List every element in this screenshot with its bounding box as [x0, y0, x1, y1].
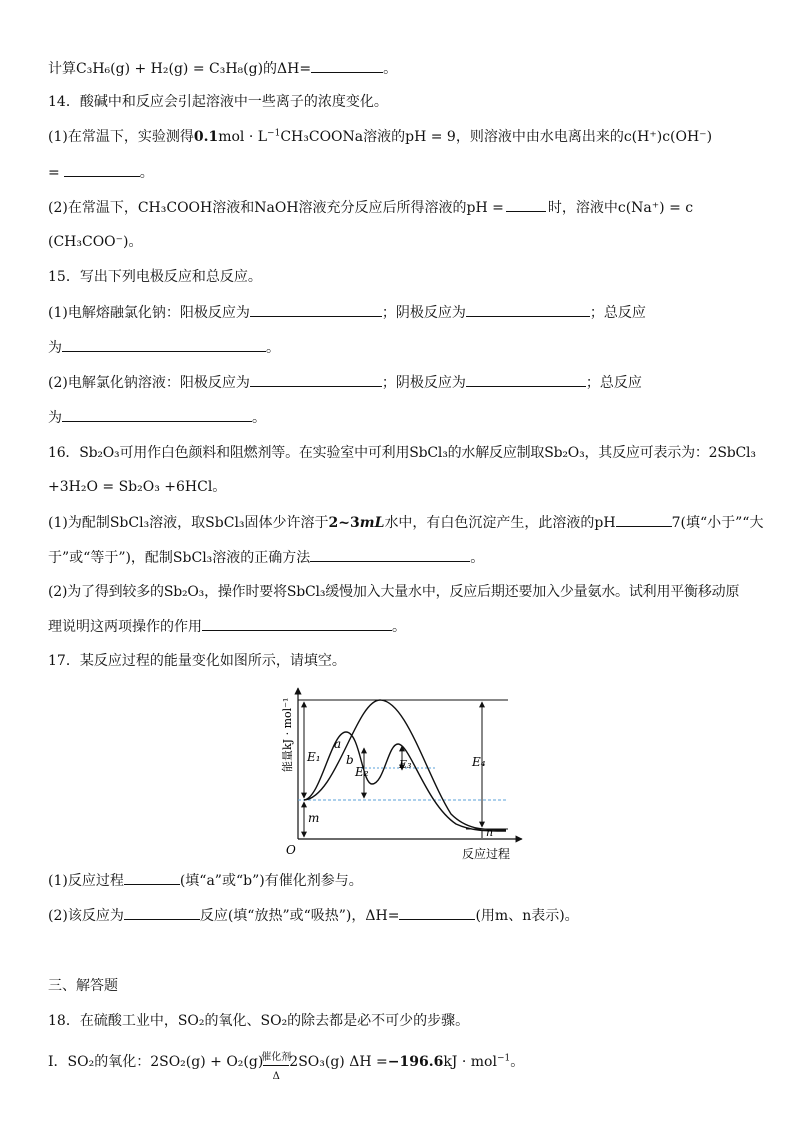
label-e1: E₁: [307, 750, 321, 764]
label-m: m: [308, 811, 320, 825]
q15-part1-line2: [48, 337, 280, 357]
q16-p1-ph-label: 水中，有白色沉淀产生，此溶液的pH: [384, 515, 616, 531]
x-axis-label: 反应过程: [462, 847, 511, 861]
q16-part2-line2: [48, 616, 406, 636]
q14-p1-text: (1)在常温下，实验测得: [48, 129, 194, 145]
q15-part2-line1: [48, 372, 642, 392]
q14-p1-eq: =: [48, 165, 60, 181]
q13-calc: 计算C₃H₆(g) + H₂(g) = C₃H₈(g)的ΔH=: [48, 61, 312, 77]
q14-p1-unit: mol · L: [218, 129, 268, 145]
origin-label: O: [286, 843, 296, 857]
q15-p1-end: 。: [266, 340, 280, 356]
q16-p1-method-blank[interactable]: [310, 547, 470, 562]
q17-part2: [48, 905, 579, 925]
q14-p1-blank[interactable]: [64, 162, 140, 177]
catalyst-arrow: [261, 1052, 292, 1082]
q15-p2-total-blank[interactable]: [62, 407, 252, 422]
q18-part1: [48, 1052, 525, 1082]
q16-p1-choices: 7(填“小于”“大: [671, 515, 764, 531]
q15-p1-anode-blank[interactable]: [250, 302, 382, 317]
q15-part2-line2: [48, 407, 266, 427]
q16-p1-text: (1)为配制SbCl₃溶液，取SbCl₃固体少许溶于: [48, 515, 329, 531]
section3-title: 三、解答题: [48, 978, 118, 994]
q16-p1-unit: mL: [359, 515, 385, 531]
q14-part1-line2: [48, 162, 154, 182]
label-e3: E₃: [399, 758, 412, 771]
y-axis-label: 能量kJ · mol⁻¹: [281, 697, 294, 772]
q15-part1-line1: [48, 302, 646, 322]
q15-p1-anode-label: (1)电解熔融氯化钠：阳极反应为: [48, 305, 250, 321]
q15-p2-cathode-label: ；阴极反应为: [381, 375, 466, 391]
q16-stem-line2: +3H₂O = Sb₂O₃ +6HCl。: [48, 479, 227, 495]
q18-p1-products: 2SO₃(g) ΔH =: [289, 1054, 388, 1070]
q16-part1-line1: [48, 512, 763, 532]
q16-p1-method-label: 于”或“等于”)，配制SbCl₃溶液的正确方法: [48, 550, 311, 566]
q15-p1-cathode-blank[interactable]: [466, 302, 590, 317]
q15-p2-cathode-blank[interactable]: [466, 372, 586, 387]
q16-part2-line1: (2)为了得到较多的Sb₂O₃，操作时要将SbCl₃缓慢加入大量水中，反应后期还要加入少量氨水。试利用平衡移动原: [48, 584, 740, 600]
label-e2: E₂: [355, 765, 369, 779]
q15-p2-end: 。: [252, 410, 266, 426]
q16-stem-line1: 16．Sb₂O₃可用作白色颜料和阻燃剂等。在实验室中可利用SbCl₃的水解反应制取Sb₂O₃，其反应可表示为：2SbCl₃: [48, 445, 756, 461]
q14-p1-end: 。: [139, 165, 154, 181]
q17-p2-end: (用m、n表示)。: [475, 908, 579, 924]
q17-p2-type-blank[interactable]: [124, 905, 200, 920]
q14-p2-rest: 时，溶液中c(Na⁺) = c: [547, 200, 694, 216]
q17-p2-hint: 反应(填“放热”或“吸热”)，ΔH=: [199, 908, 400, 924]
q17-p1-hint: (填“a”或“b”)有催化剂参与。: [179, 873, 363, 889]
label-a: a: [334, 737, 342, 751]
q14-part2-line1: [48, 197, 693, 217]
heat-label: Δ: [272, 1071, 280, 1082]
q17-p2-label: (2)该反应为: [48, 908, 124, 924]
q16-p1-end: 。: [470, 550, 485, 566]
q18-p1-value: −196.6: [387, 1054, 444, 1070]
q15-stem: 15．写出下列电极反应和总反应。: [48, 269, 262, 285]
label-e4: E₄: [472, 755, 486, 769]
q15-p1-total-label: ；总反应: [589, 305, 646, 321]
label-n: n: [486, 826, 494, 839]
q16-p1-ph-blank[interactable]: [616, 512, 672, 527]
q14-part1-line1: [48, 127, 712, 147]
q17-stem: 17．某反应过程的能量变化如图所示，请填空。: [48, 653, 346, 669]
q15-p1-cathode-label: ；阴极反应为: [381, 305, 466, 321]
q17-p1-blank[interactable]: [124, 870, 180, 885]
q17-p2-dh-blank[interactable]: [399, 905, 475, 920]
q15-p2-anode-blank[interactable]: [250, 372, 382, 387]
q14-p1-conc: 0.1: [193, 129, 219, 145]
q17-part1: [48, 870, 363, 890]
q15-p1-total-blank[interactable]: [62, 337, 266, 352]
q15-p2-total-label: ；总反应: [585, 375, 642, 391]
q14-p1-exp: −1: [267, 128, 281, 139]
q14-p2-blank[interactable]: [506, 197, 546, 212]
q15-p2-anode-label: (2)电解氯化钠溶液：阳极反应为: [48, 375, 250, 391]
q15-p2-wei: 为: [48, 410, 62, 426]
q16-p2-end: 。: [392, 619, 406, 635]
label-b: b: [346, 753, 354, 767]
q18-p1-exp: −1: [496, 1053, 511, 1064]
q14-part2-line2: (CH₃COO⁻)。: [48, 234, 143, 250]
q18-p1-unit: kJ · mol: [443, 1054, 497, 1070]
energy-diagram: [276, 684, 536, 864]
q14-stem: 14．酸碱中和反应会引起溶液中一些离子的浓度变化。: [48, 94, 388, 110]
catalyst-label: 催化剂: [261, 1052, 292, 1063]
q13-end: 。: [383, 61, 398, 77]
q16-part1-line2: [48, 547, 484, 567]
q15-p1-wei: 为: [48, 340, 62, 356]
q13-blank[interactable]: [311, 58, 383, 73]
q16-p2-blank[interactable]: [202, 616, 392, 631]
q13-line: [48, 58, 397, 78]
q18-stem: 18．在硫酸工业中，SO₂的氧化、SO₂的除去都是必不可少的步骤。: [48, 1013, 470, 1029]
q14-p1-rest: CH₃COONa溶液的pH = 9，则溶液中由水电离出来的c(H⁺)c(OH⁻): [280, 129, 713, 145]
q16-p2-label: 理说明这两项操作的作用: [48, 619, 202, 635]
q18-p1-reactants: Ⅰ．SO₂的氧化：2SO₂(g) + O₂(g): [48, 1054, 264, 1070]
q18-p1-end: 。: [510, 1054, 525, 1070]
q14-p2-text: (2)在常温下，CH₃COOH溶液和NaOH溶液充分反应后所得溶液的pH =: [48, 200, 504, 216]
q17-p1-label: (1)反应过程: [48, 873, 124, 889]
q16-p1-volume: 2~3: [328, 515, 360, 531]
